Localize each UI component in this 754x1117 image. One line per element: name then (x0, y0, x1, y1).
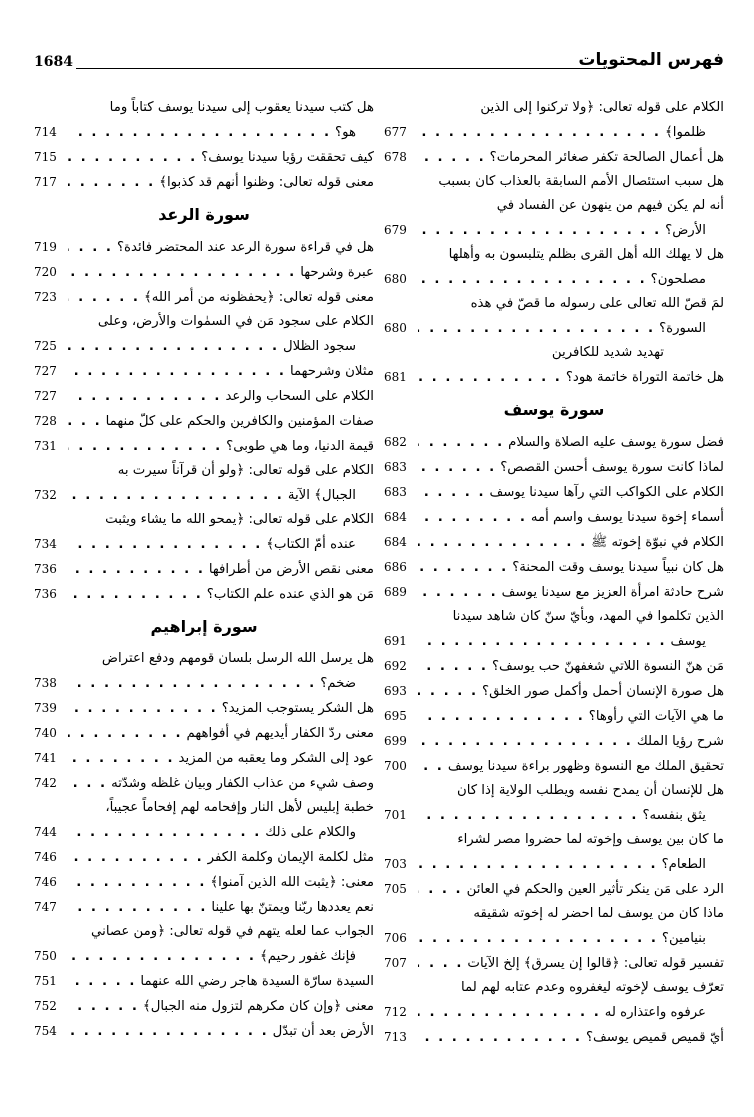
toc-page-number: 684 (384, 535, 407, 549)
dot-leader (418, 853, 662, 877)
page-title: فهرس المحتويات (578, 50, 724, 70)
toc-entry[interactable] (384, 555, 724, 580)
dot-leader (418, 878, 467, 902)
toc-entry-text: هل الشكر يستوجب المزيد؟ (221, 701, 374, 716)
dot-leader (68, 171, 159, 195)
toc-page-number: 741 (34, 751, 57, 765)
toc-entry[interactable] (34, 845, 374, 870)
dot-leader (68, 121, 335, 145)
toc-entry-text: الكلام على قوله تعالى: ﴿ولو أن قرآناً سيرت به (117, 463, 374, 478)
toc-entry-text: معنى: ﴿يثبت الله الذين آمنوا﴾ (210, 875, 374, 890)
toc-entry-text: معنى قوله تعالى: ﴿يحفظونه من أمر الله﴾ (143, 290, 374, 305)
section-heading: سورة يوسف (503, 400, 605, 419)
toc-page-number: 715 (34, 150, 57, 164)
toc-entry[interactable] (384, 243, 724, 292)
dot-leader (68, 484, 288, 508)
toc-entry-text: عبرة وشرحها (300, 265, 374, 280)
dot-leader (68, 410, 106, 434)
toc-entry-text: لمَ قصّ الله تعالى على رسوله ما قصّ في هذه (470, 296, 724, 311)
toc-entry[interactable] (384, 779, 724, 828)
toc-entry[interactable] (34, 696, 374, 721)
dot-leader (68, 236, 117, 260)
toc-page-number: 686 (384, 560, 407, 574)
toc-entry-text: فإنك غفور رحيم﴾ (259, 949, 356, 964)
toc-entry[interactable] (34, 96, 374, 145)
toc-entry-text: هل سبب استئصال الأمم السابقة بالعذاب كان بسبب (438, 174, 724, 189)
dot-leader (418, 730, 637, 754)
toc-entry-text: ما هي الآيات التي رأوها؟ (588, 709, 724, 724)
toc-entry[interactable] (34, 384, 374, 409)
toc-entry-text: تفسير قوله تعالى: ﴿قالوا إن يسرق﴾ إلخ الآيات (467, 956, 724, 971)
toc-page-number: 736 (34, 562, 57, 576)
dot-leader (68, 533, 266, 557)
toc-page-number: 682 (384, 435, 407, 449)
toc-page-number: 728 (34, 414, 57, 428)
toc-page-number: 751 (34, 974, 57, 988)
dot-leader (68, 945, 260, 969)
page-header (34, 48, 724, 76)
toc-entry-text: والكلام على ذلك (265, 825, 356, 840)
toc-page-number: 740 (34, 726, 57, 740)
toc-entry[interactable] (384, 605, 724, 654)
toc-page-number: 680 (384, 272, 407, 286)
dot-leader (418, 655, 492, 679)
toc-entry-text: بنيامين؟ (661, 931, 706, 946)
toc-entry-text: عرفوه واعتذاره له (604, 1005, 706, 1020)
toc-entry-text: ما كان بين يوسف وإخوته لما حضروا مصر لشراء (457, 832, 724, 847)
toc-entry-text: الرد على مَن ينكر تأثير العين والحكم في العائن (466, 882, 724, 897)
toc-note: تهديد شديد للكافرين (551, 345, 664, 360)
toc-entry-text: مصلحون؟ (650, 272, 706, 287)
toc-page-number: 750 (34, 949, 57, 963)
page-number: 1684 (34, 54, 73, 70)
toc-page-number: 754 (34, 1024, 57, 1038)
toc-entry-text: معنى ﴿وإن كان مكرهم لتزول منه الجبال﴾ (142, 999, 374, 1014)
toc-entry[interactable] (384, 679, 724, 704)
dot-leader (68, 722, 187, 746)
toc-page-number: 692 (384, 659, 407, 673)
toc-entry-text: مَن هنّ النسوة اللاتي شغفهنّ حب يوسف؟ (491, 659, 724, 674)
dot-leader (418, 581, 502, 605)
dot-leader (68, 672, 320, 696)
toc-page-number: 717 (34, 175, 57, 189)
toc-entry[interactable] (34, 310, 374, 359)
toc-entry[interactable] (384, 480, 724, 505)
toc-entry[interactable] (34, 895, 374, 920)
toc-entry-text: هل خاتمة التوراة خاتمة هود؟ (565, 370, 724, 385)
toc-entry-text: هو؟ (335, 125, 356, 140)
dot-leader (418, 952, 467, 976)
toc-entry[interactable] (384, 976, 724, 1025)
dot-leader (418, 317, 659, 341)
toc-entry[interactable] (384, 704, 724, 729)
toc-entry-text: ماذا كان من يوسف لما احضر له إخوته شقيقه (473, 906, 724, 921)
dot-leader (68, 772, 111, 796)
dot-leader (418, 146, 490, 170)
dot-leader (68, 146, 201, 170)
dot-leader (68, 435, 226, 459)
toc-entry-text: معنى قوله تعالى: وظنوا أنهم قد كذبوا﴾ (159, 175, 374, 190)
toc-entry-text: أسماء إخوة سيدنا يوسف واسم أمه (530, 510, 724, 525)
toc-entry-text: وصف شيء من عذاب الكفار وبيان غلظه وشدّته (111, 776, 374, 791)
toc-entry-text: هل لا يهلك الله أهل القرى بظلم يتلبسون به وأهلها (448, 247, 724, 262)
toc-page-number: 703 (384, 857, 407, 871)
toc-entry-text: شرح حادثة امرأة العزيز مع سيدنا يوسف (501, 585, 724, 600)
toc-page-number: 714 (34, 125, 57, 139)
toc-entry[interactable] (34, 359, 374, 384)
toc-entry-text: نعم يعددها ربّنا ويمتنّ بها علينا (211, 900, 374, 915)
dot-leader (418, 680, 482, 704)
toc-entry-text: الذين تكلموا في المهد، وبأيّ سنّ كان شاهد سيدنا (452, 609, 724, 624)
toc-entry[interactable] (384, 951, 724, 976)
toc-entry[interactable] (384, 654, 724, 679)
toc-entry[interactable] (34, 796, 374, 845)
toc-entry[interactable] (384, 580, 724, 605)
dot-leader (418, 1001, 605, 1025)
toc-entry[interactable] (34, 994, 374, 1019)
dot-leader (68, 1020, 273, 1044)
toc-entry-text: هل في قراءة سورة الرعد عند المحتضر فائدة؟ (116, 240, 374, 255)
dot-leader (68, 286, 144, 310)
toc-page-number: 723 (34, 290, 57, 304)
toc-entry-text: السيدة سارّة السيدة هاجر رضي الله عنهما (140, 974, 374, 989)
toc-entry-text: أنه لم يكن فيهم من ينهون عن الفساد في (496, 198, 724, 213)
dot-leader (418, 121, 665, 145)
dot-leader (418, 531, 591, 555)
dot-leader (418, 804, 642, 828)
toc-entry-text: مثل لكلمة الإيمان وكلمة الكفر (207, 850, 374, 865)
toc-page-number: 712 (384, 1005, 407, 1019)
toc-page-number: 752 (34, 999, 57, 1013)
toc-page-number: 742 (34, 776, 57, 790)
toc-entry[interactable] (384, 365, 724, 390)
dot-leader (418, 456, 500, 480)
toc-entry-text: خطبة إبليس لأهل النار وإفحامه لهم إفحاماً عجيباً، (105, 800, 374, 815)
toc-entry[interactable] (384, 877, 724, 902)
toc-entry-text: هل صورة الإنسان أحمل وأكمل صور الخلق؟ (482, 684, 724, 699)
toc-page-number: 677 (384, 125, 407, 139)
toc-entry-text: مَن هو الذي عنده علم الكتاب؟ (206, 587, 374, 602)
toc-entry[interactable] (34, 260, 374, 285)
section-heading: سورة الرعد (158, 205, 250, 224)
toc-entry-text: يوسف (670, 634, 706, 649)
toc-entry-text: الكلام على الكواكب التي رآها سيدنا يوسف (489, 485, 724, 500)
toc-page-number: 679 (384, 223, 407, 237)
toc-page-number: 725 (34, 339, 57, 353)
toc-page-number: 707 (384, 956, 407, 970)
dot-leader (68, 335, 283, 359)
dot-leader (418, 927, 662, 951)
dot-leader (418, 630, 671, 654)
dot-leader (68, 583, 207, 607)
toc-page-number: 680 (384, 321, 407, 335)
toc-entry-text: هل أعمال الصالحة تكفر صغائر المحرمات؟ (489, 150, 724, 165)
toc-page-number: 736 (34, 587, 57, 601)
toc-entry[interactable] (34, 771, 374, 796)
toc-page-number: 747 (34, 900, 57, 914)
dot-leader (418, 506, 531, 530)
toc-entry[interactable] (34, 920, 374, 969)
dot-leader (68, 896, 211, 920)
toc-page-number: 746 (34, 875, 57, 889)
toc-entry[interactable] (34, 170, 374, 195)
toc-page-number: 705 (384, 882, 407, 896)
toc-entry-text: تحقيق الملك مع النسوة وظهور براءة سيدنا يوسف (447, 759, 724, 774)
toc-page-number: 701 (384, 808, 407, 822)
header-rule (76, 68, 606, 69)
dot-leader (418, 556, 512, 580)
toc-entry-text: الكلام على قوله تعالى: ﴿يمحو الله ما يشاء ويثبت (105, 512, 374, 527)
dot-leader (418, 1026, 586, 1050)
dot-leader (68, 385, 225, 409)
toc-entry-text: كيف تحققت رؤيا سيدنا يوسف؟ (201, 150, 374, 165)
toc-entry[interactable] (34, 557, 374, 582)
toc-entry-text: السورة؟ (659, 321, 706, 336)
toc-page-number: 684 (384, 510, 407, 524)
dot-leader (68, 970, 140, 994)
toc-entry-text: قيمة الدنيا، وما هي طوبى؟ (226, 439, 374, 454)
toc-entry[interactable] (34, 647, 374, 696)
toc-entry[interactable] (384, 505, 724, 530)
toc-entry-text: يثق بنفسه؟ (642, 808, 706, 823)
toc-page-number: 700 (384, 759, 407, 773)
toc-page-number: 678 (384, 150, 407, 164)
toc-page-number: 681 (384, 370, 407, 384)
toc-entry-text: هل يرسل الله الرسل بلسان قومهم ودفع اعتراض (101, 651, 374, 666)
toc-entry-text: الكلام في نبوّة إخوته ﷺ (591, 535, 724, 550)
toc-page-number: 727 (34, 389, 57, 403)
dot-leader (68, 261, 300, 285)
toc-entry-text: الجواب عما لعله يتهم في قوله تعالى: ﴿ومن عصاني (91, 924, 374, 939)
toc-column-right (384, 96, 724, 1050)
toc-page-number: 683 (384, 460, 407, 474)
toc-page-number: 683 (384, 485, 407, 499)
toc-entry[interactable] (34, 508, 374, 557)
toc-entry-text: الكلام على سجود مَن في السمٰوات والأرض، وعلى (97, 314, 374, 329)
toc-entry-text: عنده أمّ الكتاب﴾ (266, 537, 356, 552)
toc-page-number: 695 (384, 709, 407, 723)
toc-entry[interactable] (34, 746, 374, 771)
toc-entry-text: معنى نقص الأرض من أطرافها (208, 562, 374, 577)
toc-entry-text: ضخم؟ (320, 676, 356, 691)
dot-leader (68, 995, 143, 1019)
toc-entry-text: شرح رؤيا الملك (636, 734, 724, 749)
toc-entry[interactable] (34, 459, 374, 508)
toc-entry[interactable] (384, 96, 724, 145)
dot-leader (68, 697, 222, 721)
toc-entry-text: عود إلى الشكر وما يعقبه من المزيد (178, 751, 374, 766)
toc-entry-text: الأرض بعد أن تبدّل (272, 1024, 374, 1039)
toc-entry-text: معنى ردّ الكفار أيديهم في أفواههم (186, 726, 374, 741)
toc-entry-text: الجبال﴾ الآية (287, 488, 356, 503)
toc-entry[interactable] (384, 455, 724, 480)
toc-entry[interactable] (384, 430, 724, 455)
dot-leader (418, 268, 651, 292)
toc-entry[interactable] (384, 1025, 724, 1050)
toc-page-number: 731 (34, 439, 57, 453)
toc-entry-text: أيّ قميص قميص يوسف؟ (585, 1030, 724, 1045)
toc-entry-text: الطعام؟ (661, 857, 706, 872)
dot-leader (68, 558, 209, 582)
toc-entry[interactable] (34, 409, 374, 434)
toc-column-left (34, 96, 374, 1044)
toc-entry[interactable] (384, 292, 724, 341)
toc-entry[interactable] (384, 145, 724, 170)
toc-entry[interactable] (34, 870, 374, 895)
toc-entry-text: هل كتب سيدنا يعقوب إلى سيدنا يوسف كتاباً وما (109, 100, 374, 115)
toc-page-number: 691 (384, 634, 407, 648)
toc-entry[interactable] (384, 902, 724, 951)
toc-entry-text: مثلان وشرحهما (289, 364, 374, 379)
toc-entry[interactable] (384, 729, 724, 754)
toc-page-number: 727 (34, 364, 57, 378)
dot-leader (68, 871, 210, 895)
dot-leader (68, 821, 265, 845)
dot-leader (68, 360, 290, 384)
toc-entry-text: هل للإنسان أن يمدح نفسه ويطلب الولاية إذا كان (456, 783, 724, 798)
toc-entry-text: فضل سورة يوسف عليه الصلاة والسلام (508, 435, 724, 450)
toc-entry[interactable] (34, 235, 374, 260)
toc-entry-text: صفات المؤمنين والكافرين والحكم على كلّ منهما (105, 414, 374, 429)
toc-page-number: 699 (384, 734, 407, 748)
toc-page-number: 744 (34, 825, 57, 839)
toc-page-number: 693 (384, 684, 407, 698)
toc-page-number: 713 (384, 1030, 407, 1044)
toc-entry[interactable] (34, 285, 374, 310)
toc-entry[interactable] (34, 582, 374, 607)
dot-leader (418, 366, 566, 390)
dot-leader (418, 755, 448, 779)
toc-entry-text: ظلموا﴾ (664, 125, 706, 140)
section-heading: سورة إبراهيم (150, 617, 258, 636)
toc-entry-text: لماذا كانت سورة يوسف أحسن القصص؟ (500, 460, 724, 475)
toc-entry-text: تعرّف يوسف لإخوته ليغفروه وعدم عتابه لهم لما (461, 980, 724, 995)
toc-entry[interactable] (34, 1019, 374, 1044)
toc-entry[interactable] (384, 170, 724, 243)
dot-leader (418, 481, 490, 505)
toc-page-number: 734 (34, 537, 57, 551)
toc-entry-text: سجود الظلال (283, 339, 356, 354)
toc-entry[interactable] (34, 145, 374, 170)
dot-leader (68, 747, 179, 771)
toc-page-number: 689 (384, 585, 407, 599)
toc-page-number: 706 (384, 931, 407, 945)
dot-leader (418, 219, 665, 243)
toc-entry[interactable] (34, 969, 374, 994)
toc-entry[interactable] (34, 721, 374, 746)
toc-page-number: 720 (34, 265, 57, 279)
toc-entry[interactable] (384, 828, 724, 877)
toc-entry-text: الكلام على السحاب والرعد (225, 389, 374, 404)
dot-leader (68, 846, 208, 870)
toc-entry[interactable] (384, 530, 724, 555)
dot-leader (418, 431, 508, 455)
toc-page-number: 738 (34, 676, 57, 690)
toc-page-number: 719 (34, 240, 57, 254)
toc-entry-text: هل كان نبياً سيدنا يوسف وقت المحنة؟ (512, 560, 724, 575)
toc-entry[interactable] (34, 434, 374, 459)
toc-entry[interactable] (384, 754, 724, 779)
toc-entry-text: الأرض؟ (665, 223, 706, 238)
toc-page-number: 739 (34, 701, 57, 715)
toc-page-number: 746 (34, 850, 57, 864)
dot-leader (418, 705, 589, 729)
toc-entry-text: الكلام على قوله تعالى: ﴿ولا تركنوا إلى الذين (480, 100, 724, 115)
toc-page-number: 732 (34, 488, 57, 502)
